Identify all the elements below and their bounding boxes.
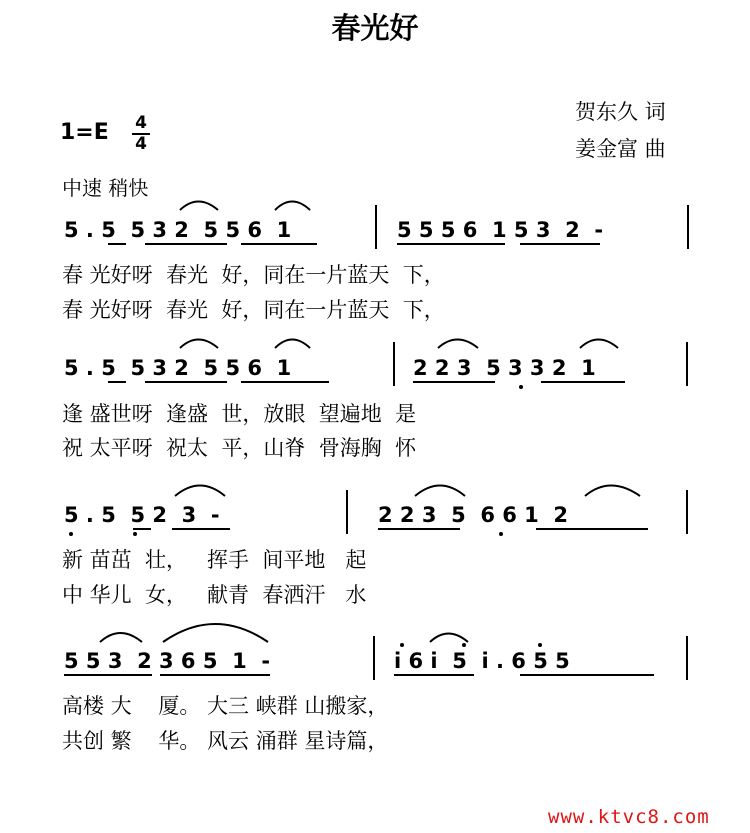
barline — [393, 342, 395, 386]
barline — [686, 342, 688, 386]
underline — [397, 243, 505, 245]
notes-system2-left: 5 . 5 5 3 2 5 5 6 1 — [64, 356, 292, 380]
low-octave-dot — [499, 532, 503, 536]
slur — [580, 340, 618, 349]
notes-system3-right: 2 2 3 5 6 6 1 2 — [378, 503, 569, 527]
slur — [430, 634, 468, 643]
watermark-url: www.ktvc8.com — [548, 806, 710, 828]
notes-system2-right: 2 2 3 5 3 3 2 1 — [413, 356, 596, 380]
high-octave-dot — [462, 643, 466, 647]
notes-system4-left: 5 5 3 2 3 6 5 1 - — [64, 649, 271, 673]
underline — [160, 674, 270, 676]
low-octave-dot — [69, 532, 73, 536]
underline — [520, 243, 600, 245]
lyrics-system1-verse1: 春 光好呀 春光 好，同在一片蓝天 下， — [62, 263, 445, 287]
meter-bottom: 4 — [135, 134, 147, 154]
notes-system4-right: i 6 i 5 i . 6 5 5 — [394, 649, 570, 673]
high-octave-dot — [538, 643, 542, 647]
slur — [180, 202, 218, 211]
lyricist-credit: 贺东久 词 — [575, 100, 666, 124]
lyrics-system4-verse2: 共创 繁 华。 风云 涌群 星诗篇， — [62, 729, 389, 753]
underline — [241, 243, 317, 245]
underline — [413, 381, 495, 383]
barline — [375, 205, 377, 249]
song-title: 春光好 — [331, 11, 419, 45]
high-octave-dot — [400, 643, 404, 647]
underline — [394, 674, 474, 676]
slur — [180, 340, 218, 349]
barline — [687, 205, 689, 249]
barline — [346, 490, 348, 534]
barline — [686, 490, 688, 534]
lyrics-system3-verse2: 中 华儿 女， 献青 春洒汗 水 — [62, 583, 367, 607]
slur — [438, 340, 478, 349]
slur — [175, 486, 225, 497]
slur — [275, 340, 310, 349]
notes-system1-right: 5 5 5 6 1 5 3 2 - — [397, 218, 604, 242]
slur — [163, 624, 268, 642]
underline — [133, 528, 151, 530]
slur — [275, 202, 310, 211]
lyrics-system2-verse2: 祝 太平呀 祝太 平，山脊 骨海胸 怀 — [62, 436, 417, 460]
lyrics-system1-verse2: 春 光好呀 春光 好，同在一片蓝天 下， — [62, 298, 445, 322]
slur — [415, 486, 465, 497]
underline — [241, 381, 329, 383]
key-signature: 1=E — [60, 120, 109, 145]
notes-system1-left: 5 . 5 5 3 2 5 5 6 1 — [64, 218, 292, 242]
underline — [145, 381, 227, 383]
time-signature — [132, 114, 150, 154]
barline — [686, 636, 688, 680]
composer-credit: 姜金富 曲 — [575, 137, 666, 161]
tempo-marking: 中速 稍快 — [62, 176, 149, 200]
lyrics-system4-verse1: 高楼 大 厦。 大三 峡群 山搬家， — [62, 694, 389, 718]
underline — [108, 243, 126, 245]
lyrics-system2-verse1: 逢 盛世呀 逢盛 世，放眼 望遍地 是 — [62, 402, 417, 426]
underline — [145, 243, 227, 245]
underline — [64, 674, 152, 676]
slur — [100, 633, 142, 642]
underline — [541, 381, 625, 383]
low-octave-dot — [519, 385, 523, 389]
barline — [373, 636, 375, 680]
underline — [172, 528, 230, 530]
underline — [536, 528, 648, 530]
meter-top: 4 — [132, 114, 150, 135]
lyrics-system3-verse1: 新 苗茁 壮， 挥手 间平地 起 — [62, 548, 367, 572]
notes-system3-left: 5 . 5 5 2 3 - — [64, 503, 220, 527]
underline — [378, 528, 460, 530]
underline — [520, 674, 654, 676]
slur — [585, 486, 640, 497]
underline — [108, 381, 126, 383]
low-octave-dot — [133, 532, 137, 536]
